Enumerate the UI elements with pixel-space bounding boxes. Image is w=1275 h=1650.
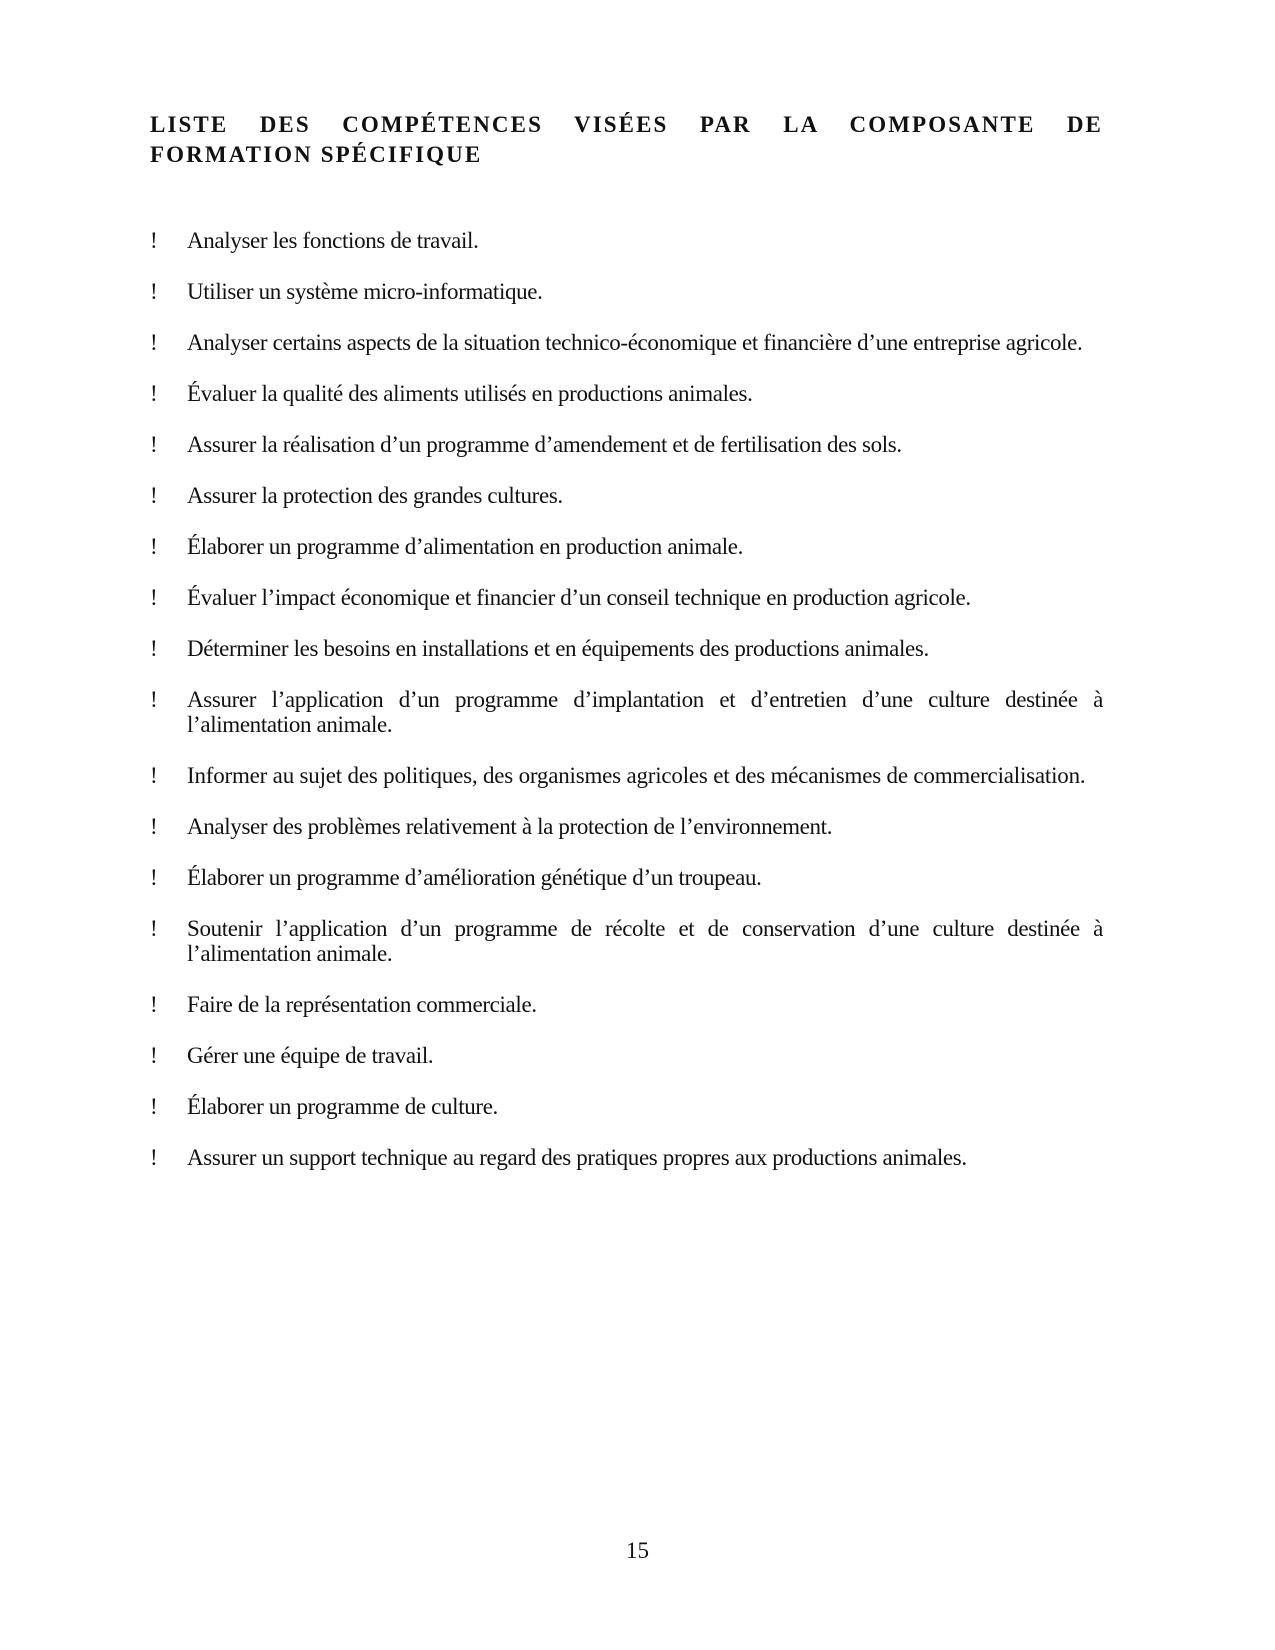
bullet-icon: !	[150, 636, 158, 661]
bullet-icon: !	[150, 432, 158, 457]
list-item-text: Élaborer un programme d’alimentation en production animale.	[187, 534, 744, 559]
list-item	[150, 585, 1103, 610]
bullet-icon: !	[150, 814, 158, 839]
list-item	[150, 916, 1103, 966]
list-item	[150, 279, 1103, 304]
bullet-icon: !	[150, 330, 158, 355]
bullet-icon: !	[150, 279, 158, 304]
list-item	[150, 228, 1103, 253]
bullet-icon: !	[150, 483, 158, 508]
bullet-icon: !	[150, 1094, 158, 1119]
list-item	[150, 1145, 1103, 1170]
bullet-icon: !	[150, 534, 158, 559]
list-item	[150, 381, 1103, 406]
list-item-text: Analyser certains aspects de la situation technico-économique et financière d’une entreprise agricole.	[187, 330, 1083, 355]
bullet-icon: !	[150, 381, 158, 406]
list-item-text: Déterminer les besoins en installations et en équipements des productions animales.	[187, 636, 929, 661]
list-item-text: Élaborer un programme d’amélioration génétique d’un troupeau.	[187, 865, 762, 890]
list-item-text: Évaluer l’impact économique et financier d’un conseil technique en production agricole.	[187, 585, 971, 610]
list-item-text: Utiliser un système micro-informatique.	[187, 279, 543, 304]
list-item-text: Évaluer la qualité des aliments utilisés en productions animales.	[187, 381, 753, 406]
list-item	[150, 992, 1103, 1017]
page-number: 15	[626, 1538, 649, 1563]
list-item	[150, 636, 1103, 661]
list-item	[150, 814, 1103, 839]
bullet-icon: !	[150, 916, 158, 941]
page-title: LISTE DES COMPÉTENCES VISÉES PAR LA COMPOSANTE DE FORMATION SPÉCIFIQUE	[150, 112, 1103, 167]
list-item-text: Assurer la réalisation d’un programme d’amendement et de fertilisation des sols.	[187, 432, 902, 457]
list-item	[150, 687, 1103, 737]
list-item-text: Assurer un support technique au regard des pratiques propres aux productions animales.	[187, 1145, 967, 1170]
list-item-text: Élaborer un programme de culture.	[187, 1094, 498, 1119]
list-item-text: Informer au sujet des politiques, des organismes agricoles et des mécanismes de commercialisation.	[187, 763, 1086, 788]
list-item	[150, 865, 1103, 890]
bullet-icon: !	[150, 865, 158, 890]
list-item	[150, 1043, 1103, 1068]
list-item-text: Assurer la protection des grandes cultures.	[187, 483, 563, 508]
list-item	[150, 763, 1103, 788]
list-item-text: Gérer une équipe de travail.	[187, 1043, 434, 1068]
list-item-text: Analyser les fonctions de travail.	[187, 228, 479, 253]
bullet-icon: !	[150, 687, 158, 712]
list-item	[150, 534, 1103, 559]
list-item-text: Analyser des problèmes relativement à la protection de l’environnement.	[187, 814, 833, 839]
bullet-icon: !	[150, 1145, 158, 1170]
competency-list	[150, 228, 1103, 1196]
bullet-icon: !	[150, 585, 158, 610]
bullet-icon: !	[150, 763, 158, 788]
list-item-text: Soutenir l’application d’un programme de récolte et de conservation d’une culture destinée à l’alimentation animale.	[187, 916, 1103, 966]
bullet-icon: !	[150, 1043, 158, 1068]
bullet-icon: !	[150, 228, 158, 253]
list-item	[150, 432, 1103, 457]
list-item-text: Assurer l’application d’un programme d’implantation et d’entretien d’une culture destinée à l’alimentation animale.	[187, 687, 1103, 737]
list-item	[150, 483, 1103, 508]
bullet-icon: !	[150, 992, 158, 1017]
list-item	[150, 330, 1103, 355]
list-item	[150, 1094, 1103, 1119]
list-item-text: Faire de la représentation commerciale.	[187, 992, 537, 1017]
